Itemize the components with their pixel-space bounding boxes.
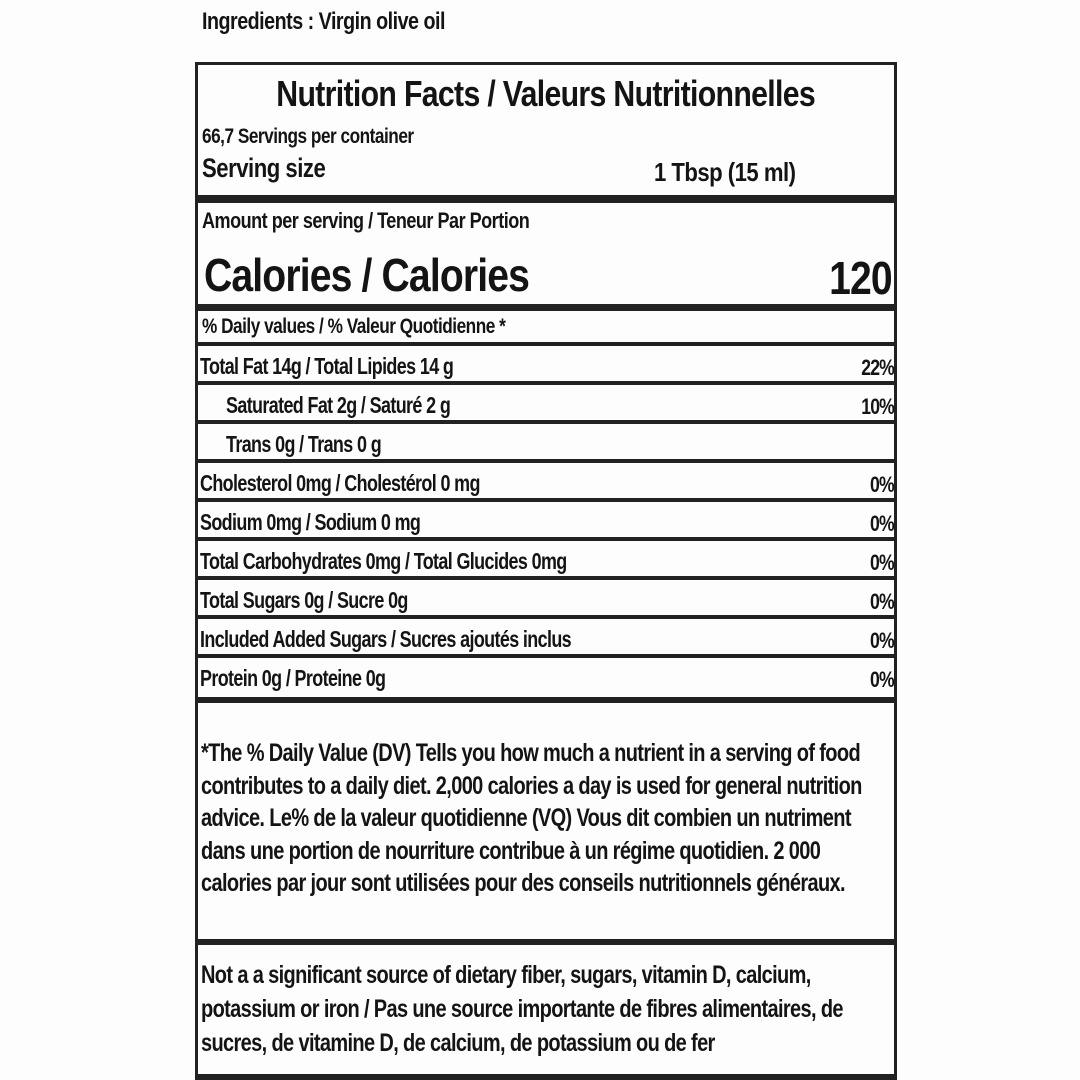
nutrient-name: Sodium 0mg / Sodium 0 mg	[200, 509, 421, 535]
nutrient-row	[198, 583, 894, 619]
nutrient-row	[198, 349, 894, 385]
row-divider	[198, 459, 894, 463]
row-divider	[198, 381, 894, 385]
nutrient-row	[198, 388, 894, 424]
nutrient-row	[198, 622, 894, 658]
nutrient-row	[198, 505, 894, 541]
daily-value-footnote: *The % Daily Value (DV) Tells you how much a nutrient in a serving of food contributes to a daily diet. 2,000 calories a day is used for general nutrition advice. Le% de la valeur quotidienne (VQ) Vous dit combien un nutriment dans une portion de nourriture contribue à un régime quotidien. 2 000 calories par jour sont utilisées pour des conseils nutritionnels généraux.	[201, 739, 862, 897]
serving-size-label: Serving size	[202, 153, 326, 183]
nutrient-name: Cholesterol 0mg / Cholestérol 0 mg	[200, 470, 480, 496]
not-significant-source-note: Not a a significant source of dietary fiber, sugars, vitamin D, calcium, potassium or iron / Pas une source importante de fibres alimentaires, de sucres, de vitamine D, de calcium, de potassium ou de fer	[201, 961, 843, 1057]
nutrient-name: Total Carbohydrates 0mg / Total Glucides 0mg	[200, 548, 567, 574]
row-divider	[198, 537, 894, 541]
nutrient-name: Included Added Sugars / Sucres ajoutés inclus	[200, 626, 572, 652]
thick-divider	[198, 195, 894, 203]
amount-per-serving: Amount per serving / Teneur Par Portion	[202, 208, 530, 233]
nutrient-daily-value: 0%	[870, 628, 894, 653]
nutrient-daily-value: 0%	[870, 667, 894, 692]
label-title-text: Nutrition Facts / Valeurs Nutritionnelles	[276, 73, 816, 114]
thick-divider	[198, 304, 894, 311]
row-divider	[198, 498, 894, 502]
nutrient-daily-value: 0%	[870, 550, 894, 575]
nutrient-name: Saturated Fat 2g / Saturé 2 g	[226, 392, 451, 418]
thick-divider	[198, 939, 894, 945]
nutrient-daily-value: 22%	[861, 355, 894, 380]
nutrition-facts-label	[195, 62, 897, 1080]
nutrient-row	[198, 544, 894, 580]
calories-value: 120	[829, 252, 892, 304]
nutrient-row	[198, 661, 894, 697]
nutrient-daily-value: 0%	[870, 472, 894, 497]
nutrient-daily-value: 10%	[861, 394, 894, 419]
row-divider	[198, 615, 894, 619]
divider	[198, 342, 894, 346]
calories-label: Calories / Calories	[204, 249, 530, 301]
nutrient-row	[198, 427, 894, 463]
label-title	[198, 73, 894, 115]
nutrient-name: Total Fat 14g / Total Lipides 14 g	[200, 353, 454, 379]
nutrient-row	[198, 466, 894, 502]
daily-values-header: % Daily values / % Valeur Quotidienne *	[202, 315, 506, 338]
nutrient-name: Protein 0g / Proteine 0g	[200, 665, 386, 691]
thick-divider	[198, 697, 894, 703]
row-divider	[198, 420, 894, 424]
serving-size-value: 1 Tbsp (15 ml)	[654, 157, 796, 187]
thick-divider	[198, 1074, 894, 1080]
servings-per-container: 66,7 Servings per container	[202, 125, 414, 148]
nutrient-daily-value: 0%	[870, 589, 894, 614]
ingredients-line: Ingredients : Virgin olive oil	[202, 8, 445, 35]
row-divider	[198, 576, 894, 580]
nutrient-name: Trans 0g / Trans 0 g	[226, 431, 382, 457]
nutrient-name: Total Sugars 0g / Sucre 0g	[200, 587, 408, 613]
nutrient-daily-value: 0%	[870, 511, 894, 536]
row-divider	[198, 654, 894, 658]
